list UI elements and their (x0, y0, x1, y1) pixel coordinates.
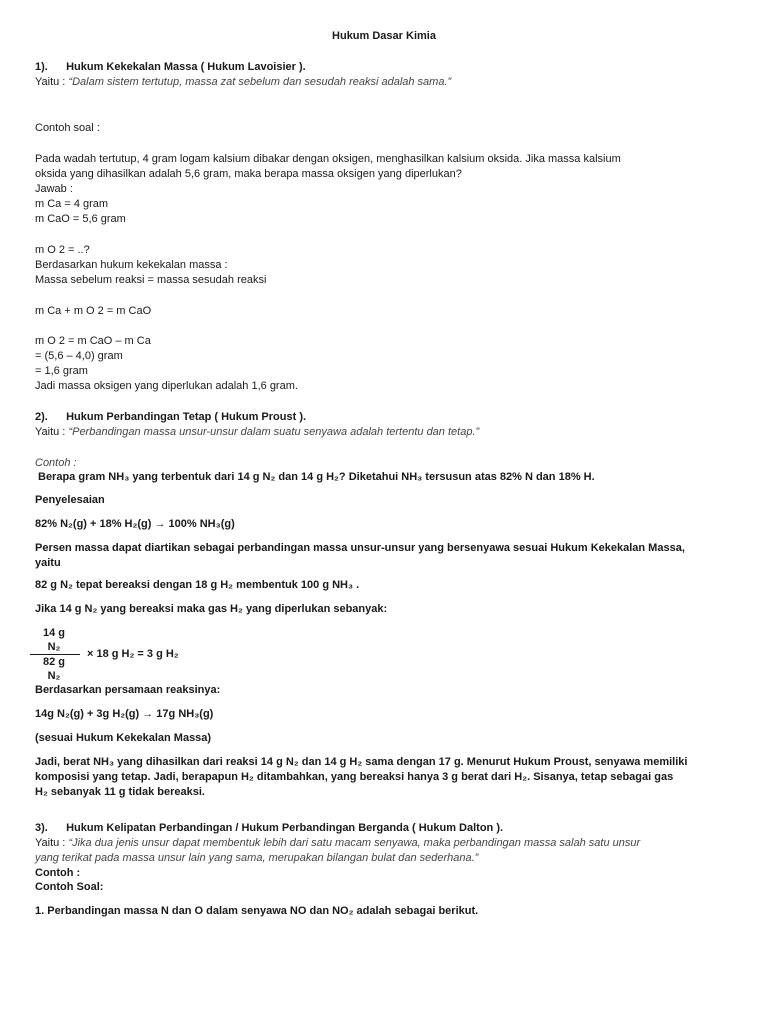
section2-heading-text: Hukum Perbandingan Tetap ( Hukum Proust ). (66, 411, 307, 423)
section2-react-line: 82 g N₂ tepat bereaksi dengan 18 g H₂ membentuk 100 g NH₃ . (35, 579, 360, 591)
section3-definition-line1 (35, 836, 640, 851)
section2-persen-line1: Persen massa dapat diartikan sebagai perbandingan massa unsur-unsur yang bersenyawa sesuai Hukum Kekekalan Massa, (35, 542, 685, 554)
section1-definition-prefix: Yaitu : (35, 76, 69, 88)
section2-jika-line: Jika 14 g N₂ yang bereaksi maka gas H₂ yang diperlukan sebanyak: (35, 603, 388, 615)
section3-heading-text: Hukum Kelipatan Perbandingan / Hukum Perbandingan Berganda ( Hukum Dalton ). (66, 822, 504, 834)
section1-definition: “Dalam sistem tertutup, massa zat sebelum dan sesudah reaksi adalah sama.” (68, 76, 452, 88)
section1-calc2: = (5,6 – 4,0) gram (35, 350, 123, 362)
section3-item1: 1. Perbandingan massa N dan O dalam senyawa NO dan NO₂ adalah sebagai berikut. (35, 905, 479, 917)
section2-heading-number: 2). (35, 411, 48, 423)
section2-berdasarkan-persamaan: Berdasarkan persamaan reaksinya: (35, 684, 221, 696)
section1-heading-text: Hukum Kekekalan Massa ( Hukum Lavoisier ). (66, 61, 306, 73)
fraction-numerator-unit: N₂ (47, 641, 61, 653)
section1-equation: m Ca + m O 2 = m CaO (35, 305, 152, 317)
fraction-numerator-value: 14 g (42, 627, 65, 639)
section1-problem-line1: Pada wadah tertutup, 4 gram logam kalsium dibakar dengan oksigen, menghasilkan kalsium oksida. Jika massa kalsium (35, 153, 621, 165)
section3-contoh: Contoh : (35, 867, 81, 879)
section2-jadi-line2: komposisi yang tetap. Jadi, berapapun H₂ ditambahkan, yang bereaksi hanya 3 g berat dari H₂. Sisanya, tetap sebagai gas (35, 771, 674, 783)
section2-heading (35, 410, 306, 425)
section3-definition-line2: yang terikat pada massa unsur lain yang sama, merupakan bilangan bulat dan sederhana.” (35, 852, 479, 864)
section1-berdasarkan: Berdasarkan hukum kekekalan massa : (35, 259, 228, 271)
section3-definition-part1: “Jika dua jenis unsur dapat membentuk lebih dari satu macam senyawa, maka perbandingan massa salah satu unsur (68, 837, 641, 849)
section1-contoh-soal: Contoh soal : (35, 122, 100, 134)
section2-persen-line2: yaitu (35, 557, 61, 569)
section2-equation2: 14g N₂(g) + 3g H₂(g) → 17g NH₃(g) (35, 708, 214, 720)
section1-definition-line (35, 75, 451, 90)
section1-calc3: = 1,6 gram (35, 365, 88, 377)
section3-heading-number: 3). (35, 822, 48, 834)
section3-contoh-soal: Contoh Soal: (35, 881, 104, 893)
section2-definition-line (35, 425, 479, 440)
fraction-rhs: × 18 g H₂ = 3 g H₂ (87, 648, 179, 660)
section1-m-cao: m CaO = 5,6 gram (35, 213, 126, 225)
fraction-denominator-unit: N₂ (47, 670, 61, 682)
section2-penyelesaian: Penyelesaian (35, 494, 105, 506)
section1-heading-number: 1). (35, 61, 48, 73)
section1-m-ca: m Ca = 4 gram (35, 198, 109, 210)
section1-conclusion: Jadi massa oksigen yang diperlukan adalah 1,6 gram. (35, 380, 298, 392)
section2-definition-prefix: Yaitu : (35, 426, 69, 438)
section2-jadi-line1: Jadi, berat NH₃ yang dihasilkan dari reaksi 14 g N₂ dan 14 g H₂ sama dengan 17 g. Menurut Hukum Proust, senyawa memiliki (35, 756, 688, 768)
section1-heading (35, 60, 306, 75)
section3-definition-prefix: Yaitu : (35, 837, 69, 849)
section2-contoh: Contoh : (35, 457, 77, 469)
section3-heading (35, 821, 503, 836)
section2-equation1: 82% N₂(g) + 18% H₂(g) → 100% NH₃(g) (35, 518, 235, 530)
section2-question: Berapa gram NH₃ yang terbentuk dari 14 g N₂ dan 14 g H₂? Diketahui NH₃ tersusun atas 82% N dan 18% H. (38, 471, 595, 483)
section2-sesuai: (sesuai Hukum Kekekalan Massa) (35, 732, 212, 744)
fraction-denominator-value: 82 g (42, 656, 65, 668)
section2-jadi-line3: H₂ sebanyak 11 g tidak bereaksi. (35, 786, 205, 798)
section1-massa-sebelum: Massa sebelum reaksi = massa sesudah reaksi (35, 274, 267, 286)
section1-calc1: m O 2 = m CaO – m Ca (35, 335, 151, 347)
section1-jawab: Jawab : (35, 183, 73, 195)
section2-definition: “Perbandingan massa unsur-unsur dalam suatu senyawa adalah tertentu dan tetap.” (68, 426, 480, 438)
section1-m-o2: m O 2 = ..? (35, 244, 90, 256)
section1-problem-line2: oksida yang dihasilkan adalah 5,6 gram, maka berapa massa oksigen yang diperlukan? (35, 168, 462, 180)
document-title: Hukum Dasar Kimia (332, 30, 436, 42)
